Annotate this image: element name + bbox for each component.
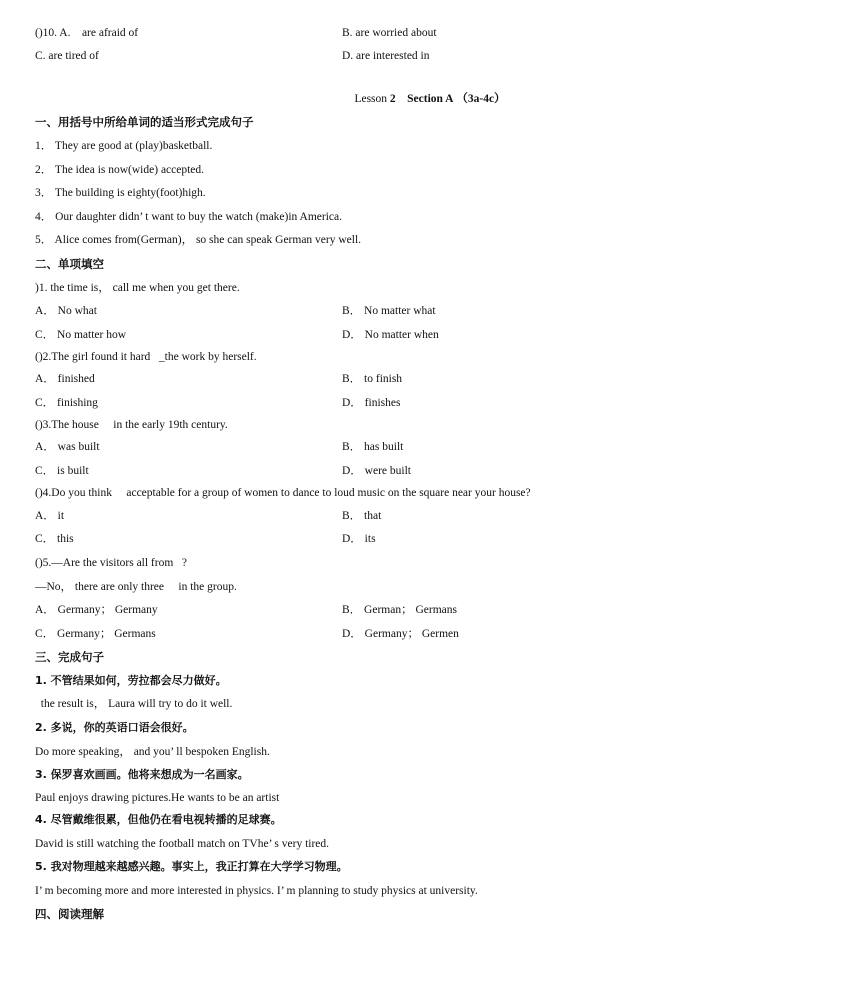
q1-option-a: A． No what — [35, 305, 97, 317]
q3-stem: ()3.The house in the early 19th century. — [35, 419, 228, 431]
q4-option-d: D． its — [342, 533, 376, 545]
part3-item-chinese: 2. 多说，你的英语口语会很好。 — [35, 721, 194, 734]
part3-item-english: David is still watching the football match on TVhe’ s very tired. — [35, 838, 330, 850]
part1-item: 3． The building is eighty(foot)high. — [35, 187, 206, 199]
part3-item-english: Paul enjoys drawing pictures.He wants to be an artist — [35, 792, 280, 804]
q4-stem: ()4.Do you think acceptable for a group of women to dance to loud music on the square near your house? — [35, 487, 531, 499]
q5-option-c: C． Germany； Germans — [35, 628, 156, 640]
part3-item-chinese: 5. 我对物理越来越感兴趣。事实上，我正打算在大学学习物理。 — [35, 860, 348, 873]
q2-option-d: D． finishes — [342, 397, 401, 409]
part3-item-chinese: 4. 尽管戴维很累，但他仍在看电视转播的足球赛。 — [35, 813, 282, 826]
part4-heading: 四、阅读理解 — [35, 907, 104, 921]
lesson-title — [0, 92, 860, 106]
part1-heading: 一、用括号中所给单词的适当形式完成句子 — [35, 115, 254, 129]
part1-item: 2． The idea is now(wide) accepted. — [35, 164, 205, 176]
part3-item-english: the result is， Laura will try to do it well. — [35, 698, 233, 710]
q1-option-c: C． No matter how — [35, 329, 127, 341]
q10-option-c: C. are tired of — [35, 50, 99, 62]
q2-option-b: B． to finish — [342, 373, 403, 385]
q4-option-a: A． it — [35, 510, 65, 522]
q4-option-b: B． that — [342, 510, 382, 522]
q10-stem: ()10. A. are afraid of — [35, 27, 139, 39]
lesson-number: 2 — [389, 93, 396, 105]
part3-item-english: I’ m becoming more and more interested in physics. I’ m planning to study physics at university. — [35, 885, 478, 897]
part3-item-chinese: 1. 不管结果如何，劳拉都会尽力做好。 — [35, 674, 227, 687]
q3-option-c: C． is built — [35, 465, 89, 477]
part2-heading: 二、单项填空 — [35, 257, 104, 271]
q1-option-b: B． No matter what — [342, 305, 436, 317]
part1-item: 4． Our daughter didn’ t want to buy the watch (make)in America. — [35, 211, 343, 223]
part3-item-english: Do more speaking， and you’ ll bespoken English. — [35, 746, 270, 758]
part3-item-chinese: 3. 保罗喜欢画画。他将来想成为一名画家。 — [35, 768, 249, 781]
lesson-label: Lesson — [354, 93, 390, 105]
q5-option-a: A． Germany； Germany — [35, 604, 158, 616]
q10-option-d: D. are interested in — [342, 50, 430, 62]
q1-stem: )1. the time is， call me when you get there. — [35, 282, 240, 294]
lesson-range: （3a-4c） — [456, 93, 506, 105]
q5-stem: ()5.—Are the visitors all from ? — [35, 557, 188, 569]
q5-option-d: D． Germany； Germen — [342, 628, 459, 640]
q5-option-b: B． German； Germans — [342, 604, 457, 616]
q3-option-d: D． were built — [342, 465, 411, 477]
lesson-section: Section A — [407, 93, 454, 105]
q3-option-b: B． has built — [342, 441, 404, 453]
q1-option-d: D． No matter when — [342, 329, 439, 341]
part3-heading: 三、完成句子 — [35, 650, 104, 664]
q5-stem-reply: —No， there are only three in the group. — [35, 581, 237, 593]
q2-option-a: A． finished — [35, 373, 95, 385]
q4-option-c: C． this — [35, 533, 74, 545]
part1-item: 5． Alice comes from(German)， so she can speak German very well. — [35, 234, 362, 246]
q2-option-c: C． finishing — [35, 397, 98, 409]
part1-item: 1． They are good at (play)basketball. — [35, 140, 213, 152]
q3-option-a: A． was built — [35, 441, 100, 453]
q10-option-b: B. are worried about — [342, 27, 437, 39]
q2-stem: ()2.The girl found it hard _the work by herself. — [35, 351, 257, 363]
